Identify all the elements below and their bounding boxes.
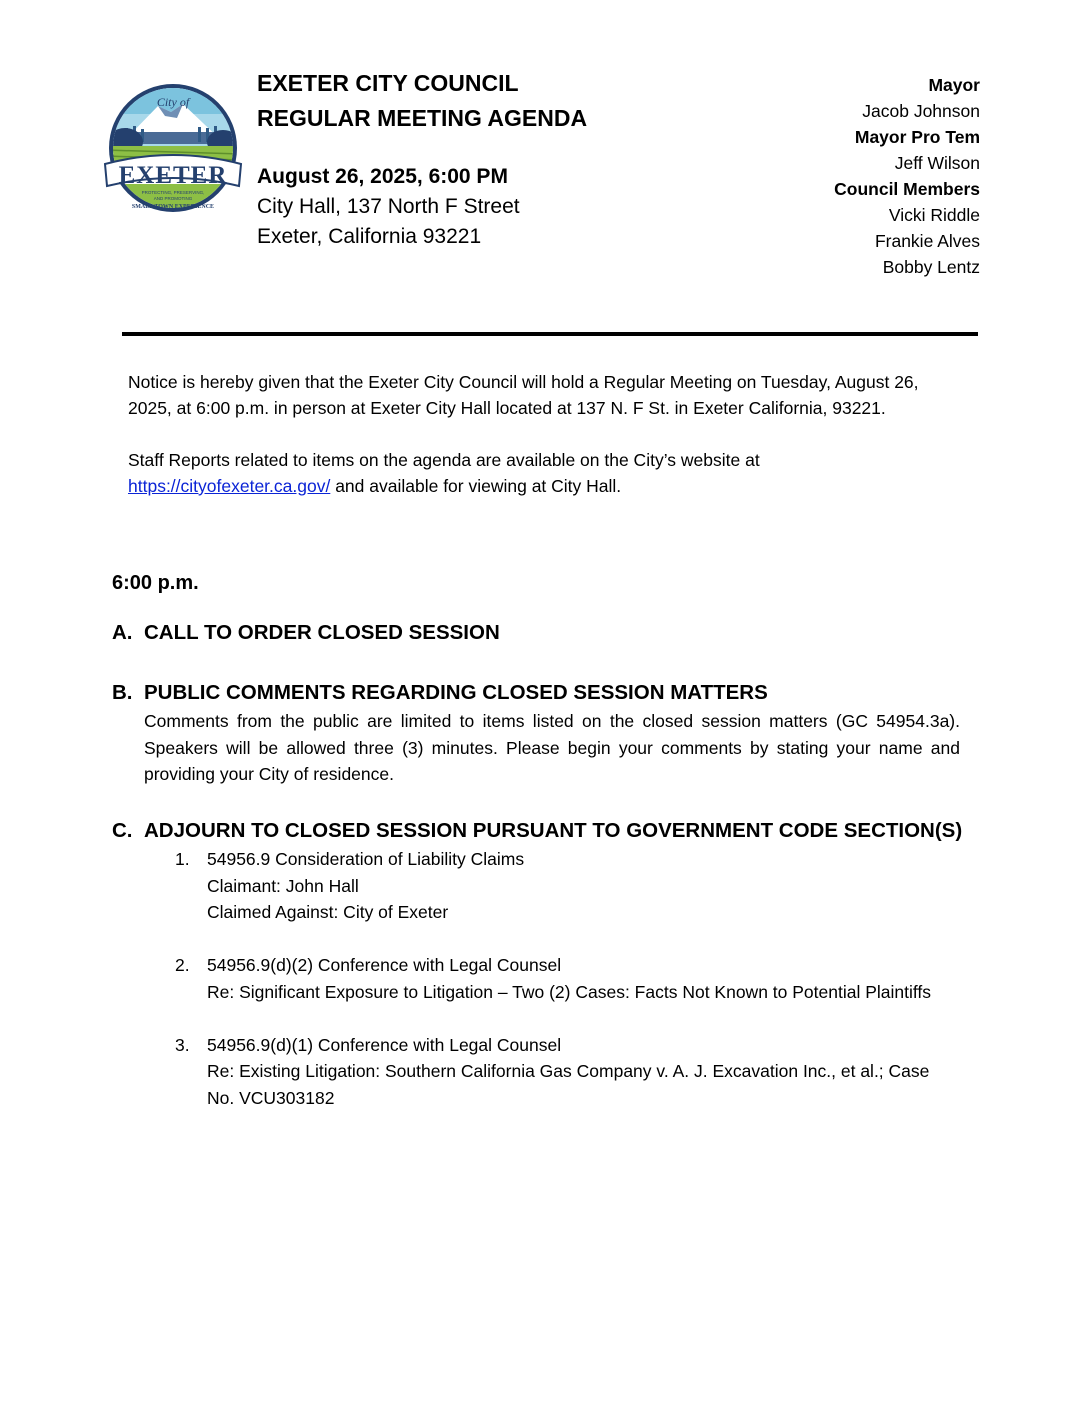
notice-paragraph: Notice is hereby given that the Exeter City Council will hold a Regular Meeting on Tuesday, August 26, 2025, at 6:00 p.m. in person at Exeter City Hall located at 137 N. F St. in Exeter California, 93221. bbox=[128, 372, 919, 418]
closed-session-item bbox=[175, 1032, 972, 1112]
council-member: Frankie Alves bbox=[874, 231, 980, 251]
section-heading bbox=[112, 816, 972, 846]
item-heading: 54956.9(d)(1) Conference with Legal Counsel bbox=[207, 1034, 562, 1055]
agenda-title: REGULAR MEETING AGENDA bbox=[257, 105, 588, 131]
header-divider bbox=[122, 332, 978, 336]
public-comment-instructions: Comments from the public are limited to items listed on the closed session matters (GC 54954.3a). Speakers will be allowed three (3) minutes. Please begin your comments by stating your name and providing your City of residence. bbox=[144, 711, 960, 784]
meeting-address-line1: City Hall, 137 North F Street bbox=[257, 195, 520, 218]
staff-reports-suffix: and available for viewing at City Hall. bbox=[330, 476, 622, 496]
council-member: Bobby Lentz bbox=[882, 257, 980, 277]
closed-session-items bbox=[175, 846, 972, 1111]
agenda-section-b bbox=[112, 678, 972, 788]
svg-text:City of: City of bbox=[156, 95, 190, 109]
section-heading bbox=[112, 618, 972, 648]
mayor-label: Mayor bbox=[928, 75, 980, 95]
section-letter: B. bbox=[112, 681, 133, 704]
section-title: PUBLIC COMMENTS REGARDING CLOSED SESSION MATTERS bbox=[144, 681, 768, 704]
section-letter: A. bbox=[112, 621, 133, 644]
council-title: EXETER CITY COUNCIL bbox=[257, 70, 519, 96]
mayor-name: Jacob Johnson bbox=[862, 101, 980, 121]
exeter-seal-icon bbox=[103, 84, 243, 218]
closed-session-item bbox=[175, 952, 972, 1005]
city-website-link[interactable]: https://cityofexeter.ca.gov/ bbox=[128, 476, 331, 496]
mayor-pro-tem-name: Jeff Wilson bbox=[894, 153, 980, 173]
council-roster bbox=[834, 72, 980, 280]
staff-reports-paragraph bbox=[128, 447, 928, 499]
agenda-section-c bbox=[112, 816, 972, 1138]
mayor-pro-tem-label: Mayor Pro Tem bbox=[854, 127, 980, 147]
meeting-title-block bbox=[257, 66, 587, 252]
section-title: CALL TO ORDER CLOSED SESSION bbox=[144, 621, 500, 644]
city-seal-logo bbox=[103, 84, 243, 218]
item-heading: 54956.9(d)(2) Conference with Legal Counsel bbox=[207, 955, 562, 975]
section-letter: C. bbox=[112, 819, 133, 842]
closed-session-item bbox=[175, 846, 972, 926]
meeting-date-time: August 26, 2025, 6:00 PM bbox=[257, 165, 508, 188]
item-number: 2. bbox=[175, 955, 190, 975]
item-number: 1. bbox=[175, 849, 190, 869]
section-title: ADJOURN TO CLOSED SESSION PURSUANT TO GOVERNMENT CODE SECTION(S) bbox=[144, 819, 963, 842]
item-heading: 54956.9 Consideration of Liability Claims bbox=[207, 849, 525, 869]
item-claimant: Claimant: John Hall bbox=[207, 875, 359, 896]
section-heading bbox=[112, 678, 972, 708]
svg-text:PROTECTING, PRESERVING,: PROTECTING, PRESERVING, bbox=[141, 190, 205, 195]
item-number: 3. bbox=[175, 1034, 190, 1055]
svg-text:EXETER: EXETER bbox=[118, 162, 228, 189]
agenda-section-a bbox=[112, 618, 972, 648]
staff-reports-text: Staff Reports related to items on the agenda are available on the City’s website at bbox=[128, 450, 760, 470]
meeting-notice bbox=[128, 369, 928, 499]
council-member: Vicki Riddle bbox=[888, 205, 980, 225]
meeting-address-line2: Exeter, California 93221 bbox=[257, 225, 482, 248]
council-members-label: Council Members bbox=[834, 179, 980, 199]
session-time-heading: 6:00 p.m. bbox=[112, 572, 199, 594]
item-detail: Re: Existing Litigation: Southern California Gas Company v. A. J. Excavation Inc., et al.; Case No. VCU303182 bbox=[207, 1061, 930, 1108]
svg-text:AND PROMOTING: AND PROMOTING bbox=[153, 196, 193, 201]
item-claimed-against: Claimed Against: City of Exeter bbox=[207, 902, 449, 922]
item-detail: Re: Significant Exposure to Litigation – Two (2) Cases: Facts Not Known to Potential Plaintiffs bbox=[207, 981, 932, 1002]
svg-text:SMALL TOWN EXPERIENCE: SMALL TOWN EXPERIENCE bbox=[131, 204, 215, 210]
